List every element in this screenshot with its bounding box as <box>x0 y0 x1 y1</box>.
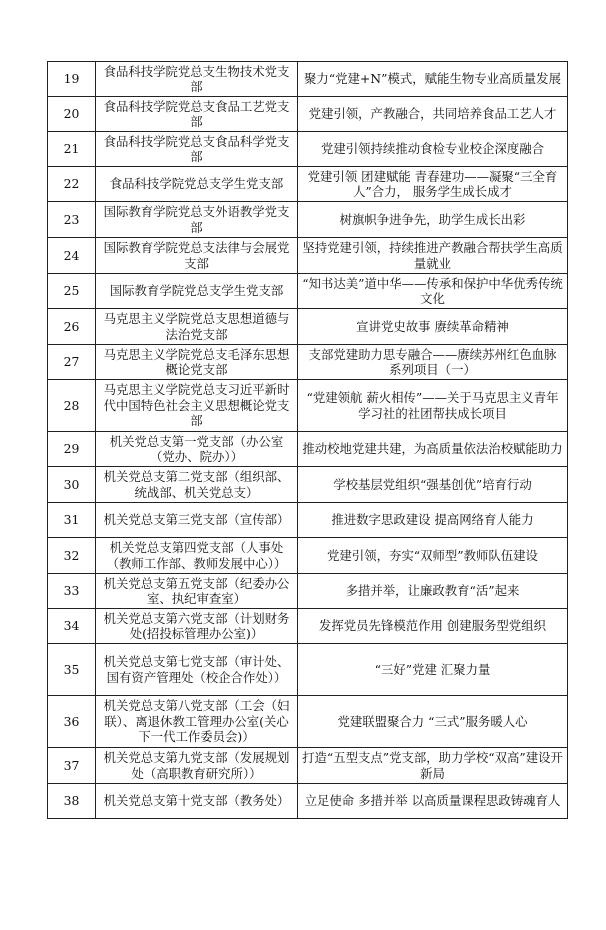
project-name: 学校基层党组织“强基创优”培育行动 <box>298 467 568 503</box>
project-name: “知书达美”道中华——传承和保护中华优秀传统文化 <box>298 274 568 309</box>
table-row <box>48 644 568 696</box>
branch-name: 机关党总支第六党支部（计划财务处(招投标管理办公室)） <box>96 609 298 644</box>
row-number: 37 <box>48 748 96 784</box>
table-row <box>48 503 568 538</box>
table-row <box>48 696 568 748</box>
project-name: 推进数字思政建设 提高网络育人能力 <box>298 503 568 538</box>
table-row <box>48 467 568 503</box>
branch-name: 机关党总支第三党支部（宣传部） <box>96 503 298 538</box>
project-name: 推动校地党建共建，为高质量依法治校赋能助力 <box>298 432 568 467</box>
project-name: 聚力“党建+N”模式，赋能生物专业高质量发展 <box>298 62 568 97</box>
project-name: “党建领航 薪火相传”——关于马克思主义青年学习社的社团帮扶成长项目 <box>298 380 568 432</box>
table-row <box>48 238 568 274</box>
table-row <box>48 432 568 467</box>
row-number: 26 <box>48 309 96 345</box>
project-table <box>47 61 568 819</box>
table-row <box>48 574 568 609</box>
branch-name: 食品科技学院党总支食品科学党支部 <box>96 132 298 167</box>
project-name: 发挥党员先锋模范作用 创建服务型党组织 <box>298 609 568 644</box>
table-body <box>48 62 568 819</box>
project-name: 党建引领持续推动食检专业校企深度融合 <box>298 132 568 167</box>
table-row <box>48 309 568 345</box>
row-number: 22 <box>48 167 96 202</box>
row-number: 34 <box>48 609 96 644</box>
row-number: 27 <box>48 345 96 380</box>
branch-name: 国际教育学院党总支学生党支部 <box>96 274 298 309</box>
table-row <box>48 167 568 202</box>
branch-name: 机关党总支第四党支部（人事处（教师工作部、教师发展中心）） <box>96 538 298 574</box>
project-name: 树旗帜争进争先，助学生成长出彩 <box>298 202 568 238</box>
row-number: 20 <box>48 97 96 132</box>
table-row <box>48 202 568 238</box>
branch-name: 食品科技学院党总支学生党支部 <box>96 167 298 202</box>
table-row <box>48 97 568 132</box>
branch-name: 机关党总支第七党支部（审计处、国有资产管理处（校企合作处）） <box>96 644 298 696</box>
project-name: 党建引领，夯实“双师型”教师队伍建设 <box>298 538 568 574</box>
row-number: 38 <box>48 784 96 819</box>
row-number: 36 <box>48 696 96 748</box>
branch-name: 马克思主义学院党总支思想道德与法治党支部 <box>96 309 298 345</box>
row-number: 33 <box>48 574 96 609</box>
row-number: 32 <box>48 538 96 574</box>
row-number: 31 <box>48 503 96 538</box>
project-name: 多措并举，让廉政教育“活”起来 <box>298 574 568 609</box>
branch-name: 马克思主义学院党总支习近平新时代中国特色社会主义思想概论党支部 <box>96 380 298 432</box>
row-number: 28 <box>48 380 96 432</box>
project-name: 党建引领，产教融合，共同培养食品工艺人才 <box>298 97 568 132</box>
project-name: 宣讲党史故事 赓续革命精神 <box>298 309 568 345</box>
table-row <box>48 274 568 309</box>
branch-name: 马克思主义学院党总支毛泽东思想概论党支部 <box>96 345 298 380</box>
project-name: 党建联盟聚合力 “三式”服务暖人心 <box>298 696 568 748</box>
row-number: 24 <box>48 238 96 274</box>
table-row <box>48 609 568 644</box>
row-number: 23 <box>48 202 96 238</box>
branch-name: 机关党总支第二党支部（组织部、统战部、机关党总支） <box>96 467 298 503</box>
project-name: 支部党建助力思专融合——赓续苏州红色血脉 系列项目（一） <box>298 345 568 380</box>
table-row <box>48 538 568 574</box>
table-row <box>48 380 568 432</box>
branch-name: 机关党总支第五党支部（纪委办公室、执纪审查室） <box>96 574 298 609</box>
row-number: 25 <box>48 274 96 309</box>
branch-name: 机关党总支第十党支部（教务处） <box>96 784 298 819</box>
branch-name: 食品科技学院党总支生物技术党支部 <box>96 62 298 97</box>
row-number: 19 <box>48 62 96 97</box>
project-name: 打造“五型支点”党支部，助力学校“双高”建设开新局 <box>298 748 568 784</box>
branch-name: 机关党总支第九党支部（发展规划处（高职教育研究所）） <box>96 748 298 784</box>
project-name: 党建引领 团建赋能 青春建功——凝聚“三全育人”合力， 服务学生成长成才 <box>298 167 568 202</box>
row-number: 21 <box>48 132 96 167</box>
project-name: 坚持党建引领，持续推进产教融合帮扶学生高质量就业 <box>298 238 568 274</box>
branch-name: 国际教育学院党总支外语教学党支部 <box>96 202 298 238</box>
table-row <box>48 62 568 97</box>
branch-name: 机关党总支第一党支部（办公室（党办、院办）） <box>96 432 298 467</box>
project-name: “三好”党建 汇聚力量 <box>298 644 568 696</box>
table-row <box>48 784 568 819</box>
branch-name: 机关党总支第八党支部（工会（妇联）、离退休教工管理办公室(关心下一代工作委员会)） <box>96 696 298 748</box>
branch-name: 食品科技学院党总支食品工艺党支部 <box>96 97 298 132</box>
row-number: 35 <box>48 644 96 696</box>
table-row <box>48 132 568 167</box>
table-row <box>48 748 568 784</box>
branch-name: 国际教育学院党总支法律与会展党支部 <box>96 238 298 274</box>
row-number: 30 <box>48 467 96 503</box>
project-name: 立足使命 多措并举 以高质量课程思政铸魂育人 <box>298 784 568 819</box>
table-row <box>48 345 568 380</box>
row-number: 29 <box>48 432 96 467</box>
